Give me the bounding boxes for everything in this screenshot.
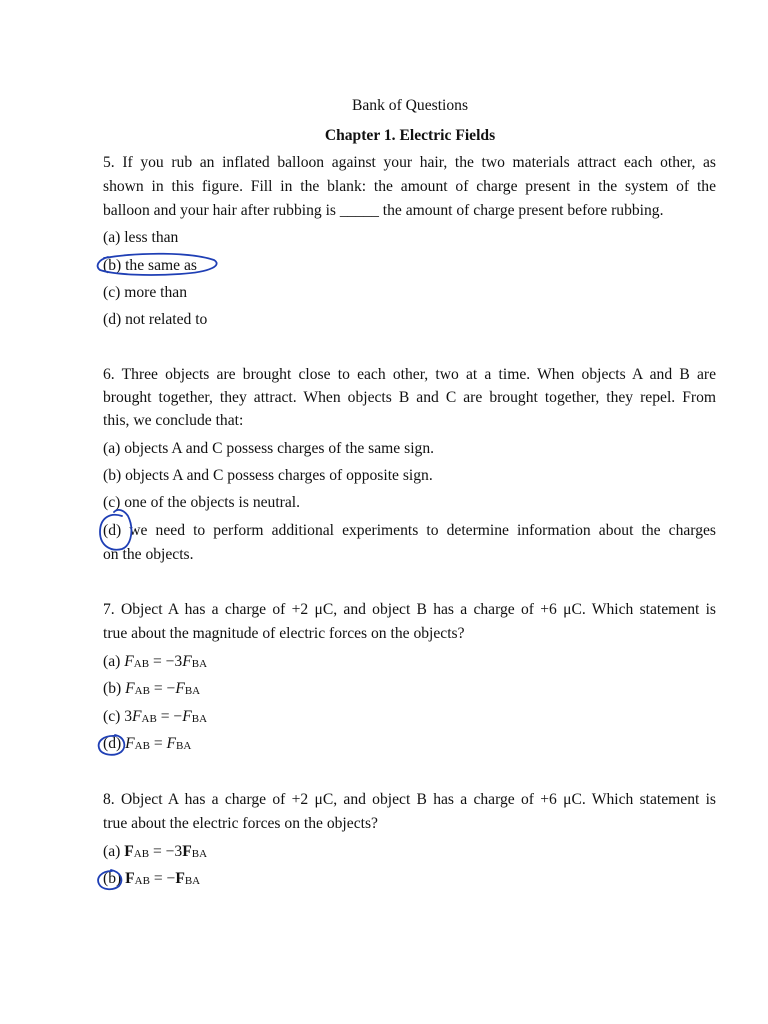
force-symbol: F [125, 680, 135, 697]
force-subscript: AB [133, 848, 150, 860]
chapter-title: Chapter 1. Electric Fields [324, 127, 496, 144]
question-text-line: brought together, they attract. When objects B and C are brought together, they repel. From [103, 389, 716, 406]
option-label: (c) [103, 708, 121, 725]
force-subscript: BA [191, 713, 208, 725]
operator: = − [153, 870, 176, 887]
force-subscript: AB [133, 658, 150, 670]
force-subscript: BA [191, 658, 208, 670]
question-text-line: balloon and your hair after rubbing is _____ the amount of charge present before rubbing. [103, 202, 664, 219]
question-text-line: shown in this figure. Fill in the blank: the amount of charge present in the system of the [103, 178, 716, 195]
option-label: (d) [103, 735, 122, 752]
answer-option-c [103, 707, 716, 729]
force-vector-symbol: F [175, 870, 185, 887]
force-symbol: F [124, 653, 134, 670]
document-header: Bank of Questions [351, 97, 469, 114]
force-symbol: F [125, 735, 135, 752]
question-text-line: 7. Object A has a charge of +2 μC, and object B has a charge of +6 μC. Which statement is [103, 601, 716, 618]
answer-option-b: (b) the same as [103, 257, 197, 274]
force-subscript: AB [134, 875, 150, 887]
answer-option-c: (c) more than [103, 284, 187, 301]
operator: = − [153, 680, 176, 697]
answer-option-c: (c) one of the objects is neutral. [103, 494, 301, 511]
force-symbol: F [132, 708, 142, 725]
force-symbol: F [182, 653, 192, 670]
operator: = − [160, 708, 183, 725]
answer-option-d-continued: on the objects. [103, 546, 194, 563]
force-subscript: AB [134, 740, 150, 752]
force-symbol: F [175, 680, 185, 697]
force-vector-symbol: F [182, 843, 192, 860]
force-subscript: AB [141, 713, 157, 725]
lhs-coefficient: 3 [124, 708, 133, 725]
option-label: (b) [103, 680, 122, 697]
force-subscript: BA [184, 685, 201, 697]
answer-option-d: (d) we need to perform additional experiments to determine information about the charges [103, 522, 716, 539]
answer-option-a: (a) less than [103, 229, 179, 246]
force-vector-symbol: F [124, 843, 134, 860]
answer-option-b [103, 679, 716, 701]
answer-option-d: (d) not related to [103, 311, 208, 328]
option-label: (b) [103, 870, 122, 887]
operator: = −3 [152, 843, 183, 860]
option-label: (a) [103, 653, 121, 670]
force-subscript: BA [176, 740, 192, 752]
option-label: (a) [103, 843, 121, 860]
question-text-line: true about the electric forces on the objects? [103, 815, 378, 832]
question-text-line: 8. Object A has a charge of +2 μC, and object B has a charge of +6 μC. Which statement is [103, 791, 716, 808]
answer-option-a [103, 842, 716, 864]
question-text-line: true about the magnitude of electric forces on the objects? [103, 625, 465, 642]
force-vector-symbol: F [125, 870, 135, 887]
operator: = −3 [152, 653, 183, 670]
question-text-line: 6. Three objects are brought close to each other, two at a time. When objects A and B are [103, 366, 716, 383]
force-subscript: BA [191, 848, 208, 860]
answer-option-a: (a) objects A and C possess charges of the same sign. [103, 440, 435, 457]
question-text-line: 5. If you rub an inflated balloon against your hair, the two materials attract each other, as [103, 154, 716, 171]
answer-option-b [103, 869, 716, 891]
force-symbol: F [166, 735, 177, 752]
answer-option-a [103, 652, 716, 674]
operator: = [153, 735, 163, 752]
force-subscript: BA [184, 875, 201, 887]
question-text-line: this, we conclude that: [103, 412, 244, 429]
force-subscript: AB [134, 685, 150, 697]
force-symbol: F [182, 708, 192, 725]
answer-option-d [103, 734, 716, 756]
answer-option-b: (b) objects A and C possess charges of opposite sign. [103, 467, 433, 484]
